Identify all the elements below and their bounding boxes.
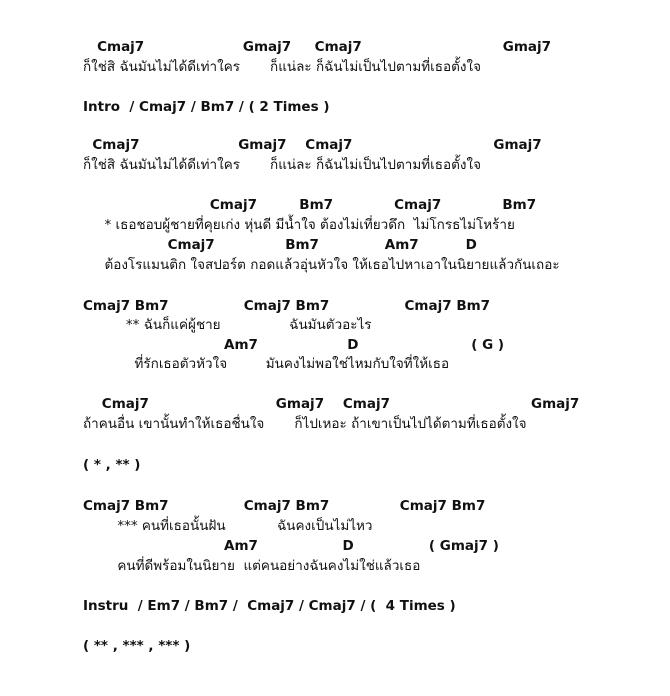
- intro-line: Intro / Cmaj7 / Bm7 / ( 2 Times ): [83, 99, 330, 115]
- lyric-line: ก็ใช่สิ ฉันมันไม่ได้ดีเท่าใคร ก็แน่ละ ก็ฉันไม่เป็นไปตามที่เธอตั้งใจ: [83, 59, 481, 75]
- lyric-line: ถ้าคนอื่น เขานั้นทำให้เธอชื่นใจ ก็ไปเหอะ ถ้าเขาเป็นไปได้ตามที่เธอตั้งใจ: [83, 416, 527, 432]
- lyric-line: คนที่ดีพร้อมในนิยาย แต่คนอย่างฉันคงไม่ใช่แล้วเธอ: [83, 558, 421, 574]
- chord-line: Cmaj7 Gmaj7 Cmaj7 Gmaj7: [83, 39, 552, 55]
- chord-line: Cmaj7 Gmaj7 Cmaj7 Gmaj7: [83, 396, 580, 412]
- chord-line: Am7 D ( Gmaj7 ): [83, 538, 499, 554]
- chord-line: Cmaj7 Bm7 Cmaj7 Bm7 Cmaj7 Bm7: [83, 298, 491, 314]
- repeat-marker: ( ** , *** , *** ): [83, 638, 191, 654]
- chord-line: Cmaj7 Bm7 Cmaj7 Bm7: [83, 197, 537, 213]
- instru-line: Instru / Em7 / Bm7 / Cmaj7 / Cmaj7 / ( 4 Times ): [83, 598, 456, 614]
- chord-line: Cmaj7 Gmaj7 Cmaj7 Gmaj7: [83, 137, 542, 153]
- lyric-line: ก็ใช่สิ ฉันมันไม่ได้ดีเท่าใคร ก็แน่ละ ก็ฉันไม่เป็นไปตามที่เธอตั้งใจ: [83, 157, 481, 173]
- lyric-line: * เธอชอบผู้ชายที่คุยเก่ง หุ่นดี มีน้ำใจ ต้องไม่เที่ยวดึก ไม่โกรธไม่โหร้าย: [83, 217, 515, 233]
- repeat-marker: ( * , ** ): [83, 457, 141, 473]
- lyric-line: *** คนที่เธอนั้นฝัน ฉันคงเป็นไม่ไหว: [83, 518, 373, 534]
- chord-line: Am7 D ( G ): [83, 337, 505, 353]
- chord-line: Cmaj7 Bm7 Cmaj7 Bm7 Cmaj7 Bm7: [83, 498, 486, 514]
- lyric-line: ที่รักเธอตัวหัวใจ มันคงไม่พอใช่ไหมกับใจที่ให้เธอ: [83, 356, 450, 372]
- lyric-line: ** ฉันก็แค่ผู้ชาย ฉันมันตัวอะไร: [83, 317, 372, 333]
- lyric-line: ต้องโรแมนติก ใจสปอร์ต กอดแล้วอุ่นหัวใจ ให้เธอไปหาเอาในนิยายแล้วกันเถอะ: [83, 257, 560, 273]
- chord-line: Cmaj7 Bm7 Am7 D: [83, 237, 477, 253]
